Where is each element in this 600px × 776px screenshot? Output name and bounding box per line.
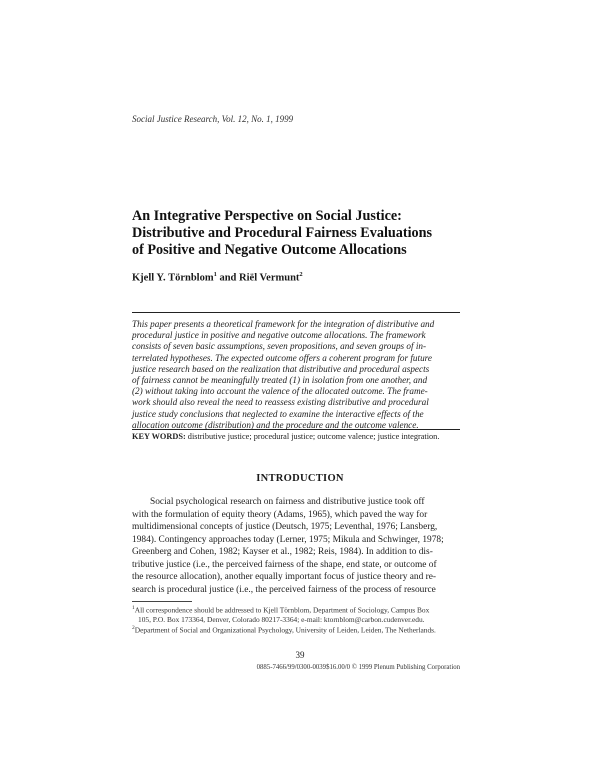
body-line: tributive justice (i.e., the perceived fairness of the shape, end state, or outcome of — [132, 559, 437, 570]
author-footnote-mark: 1 — [213, 271, 217, 278]
section-heading-introduction: INTRODUCTION — [256, 473, 344, 484]
abstract-line: justice research based on the realization that distributive and procedural aspects — [132, 363, 430, 374]
author-name: Riël Vermunt — [239, 272, 300, 284]
abstract-line: work should also reveal the need to reassess existing distributive and procedural — [132, 397, 429, 408]
page-number: 39 — [295, 650, 305, 660]
title-line: of Positive and Negative Outcome Allocations — [132, 242, 407, 258]
abstract-top-rule — [132, 312, 460, 313]
body-line: search is procedural justice (i.e., the perceived fairness of the process of resource — [132, 584, 436, 595]
abstract-line: (2) without taking into account the valence of the allocated outcome. The frame- — [132, 386, 428, 397]
footnote-line — [132, 604, 462, 615]
abstract-line: of fairness cannot be meaningfully treated (1) in isolation from one another, and — [132, 375, 428, 386]
article-title — [132, 208, 472, 259]
footnote-rule — [132, 601, 192, 602]
body-line: Greenberg and Cohen, 1982; Kayser et al., 1982; Reis, 1984). In addition to dis- — [132, 547, 433, 557]
body-line: Social psychological research on fairness and distributive justice took off — [150, 497, 425, 507]
author-line — [132, 271, 303, 284]
abstract-line: terrelated hypotheses. The expected outcome offers a coherent program for future — [132, 352, 432, 363]
footnote-mark: 1 — [132, 605, 135, 611]
keywords — [132, 432, 439, 441]
body-line: 1984). Contingency approaches today (Lerner, 1975; Mikula and Schwinger, 1978; — [132, 534, 444, 545]
abstract — [132, 319, 460, 431]
abstract-line: justice study conclusions that neglected to examine the interactive effects of the — [132, 408, 424, 419]
abstract-line: procedural justice in positive and negative outcome allocations. The framework — [132, 330, 426, 341]
journal-citation: Social Justice Research, Vol. 12, No. 1, 1999 — [132, 114, 294, 124]
copyright-line: 0885-7466/99/0300-0039$16.00/0 © 1999 Plenum Publishing Corporation — [256, 664, 460, 671]
abstract-line: This paper presents a theoretical framework for the integration of distributive and — [132, 319, 435, 329]
body-line: the resource allocation), another equally important focus of justice theory and re- — [132, 572, 437, 582]
abstract-line: allocation outcome (distribution) and the procedure and the outcome valence. — [132, 419, 419, 430]
author-name: Kjell Y. Törnblom — [132, 272, 214, 284]
author-joiner: and — [219, 272, 237, 284]
author-footnote-mark: 2 — [299, 271, 303, 278]
title-line: Distributive and Procedural Fairness Evaluations — [132, 225, 433, 241]
abstract-line: consists of seven basic assumptions, seven propositions, and seven groups of in- — [132, 341, 427, 352]
footnote-mark: 2 — [132, 624, 135, 631]
abstract-bottom-rule — [132, 429, 460, 430]
footnote-text: Department of Social and Organizational Psychology, University of Leiden, Leiden, The Netherlands. — [134, 625, 436, 635]
keywords-label: KEY WORDS: — [132, 432, 186, 441]
introduction-body — [132, 496, 460, 596]
keywords-text: distributive justice; procedural justice; outcome valence; justice integration. — [187, 432, 440, 441]
footnote-line — [132, 624, 462, 635]
footnotes — [132, 604, 462, 635]
body-line: with the formulation of equity theory (Adams, 1965), which paved the way for — [132, 509, 428, 520]
title-line: An Integrative Perspective on Social Justice: — [132, 208, 402, 224]
body-line: multidimensional concepts of justice (Deutsch, 1975; Leventhal, 1976; Lansberg, — [132, 522, 438, 532]
footnote-text: All correspondence should be addressed to Kjell Törnblom, Department of Sociology, Campus Box — [134, 605, 430, 615]
footnote-line: 105, P.O. Box 173364, Denver, Colorado 80217-3364; e-mail: ktornblom@carbon.cudenver.edu. — [138, 614, 425, 624]
